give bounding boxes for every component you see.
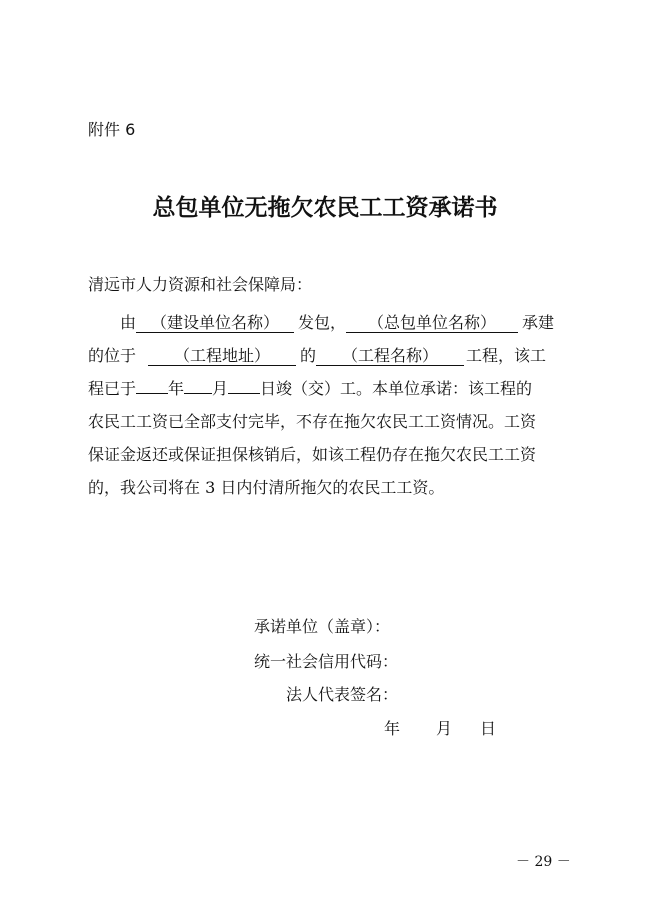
general-contractor-blank: （总包单位名称）: [346, 314, 518, 333]
text-fragment: 承建: [522, 313, 555, 332]
document-title: 总包单位无拖欠农民工工资承诺书: [152, 195, 498, 221]
text-fragment: 的位于: [88, 346, 137, 365]
paragraph-line-1: [120, 312, 568, 334]
project-name-blank: （工程名称）: [316, 347, 464, 366]
project-address-blank: （工程地址）: [148, 347, 296, 366]
paragraph-line-6: 的，我公司将在 3 日内付清所拖欠的农民工工资。: [88, 478, 445, 497]
construction-unit-blank: （建设单位名称）: [136, 314, 294, 333]
paragraph-line-4: 农民工工资已全部支付完毕，不存在拖欠农民工工资情况。工资: [88, 412, 537, 431]
commitment-unit-label: 承诺单位（盖章）：: [254, 617, 391, 636]
paragraph-line-3: [88, 378, 568, 400]
page-number: － 29 －: [516, 854, 571, 870]
text-fragment: 发包，: [298, 313, 347, 332]
text-fragment: 日竣（交）工。本单位承诺：该工程的: [260, 379, 533, 398]
month-blank: [184, 393, 212, 394]
credit-code-label: 统一社会信用代码：: [254, 652, 399, 671]
attachment-label: 附件 6: [88, 120, 136, 139]
text-fragment: 月: [212, 379, 229, 398]
recipient-line: 清远市人力资源和社会保障局：: [88, 275, 313, 294]
text-fragment: 由: [120, 313, 137, 332]
paragraph-line-5: 保证金返还或保证担保核销后，如该工程仍存在拖欠农民工工资: [88, 445, 537, 464]
day-blank: [228, 393, 260, 394]
text-fragment: 程已于: [88, 379, 137, 398]
date-year-label: 年: [384, 719, 401, 738]
year-blank: [136, 393, 168, 394]
date-month-label: 月: [436, 719, 453, 738]
date-day-label: 日: [480, 719, 497, 738]
legal-representative-label: 法人代表签名：: [286, 685, 399, 704]
text-fragment: 工程，该工: [466, 346, 547, 365]
text-fragment: 年: [168, 379, 185, 398]
text-fragment: 的: [300, 346, 317, 365]
paragraph-line-2: [88, 345, 568, 367]
